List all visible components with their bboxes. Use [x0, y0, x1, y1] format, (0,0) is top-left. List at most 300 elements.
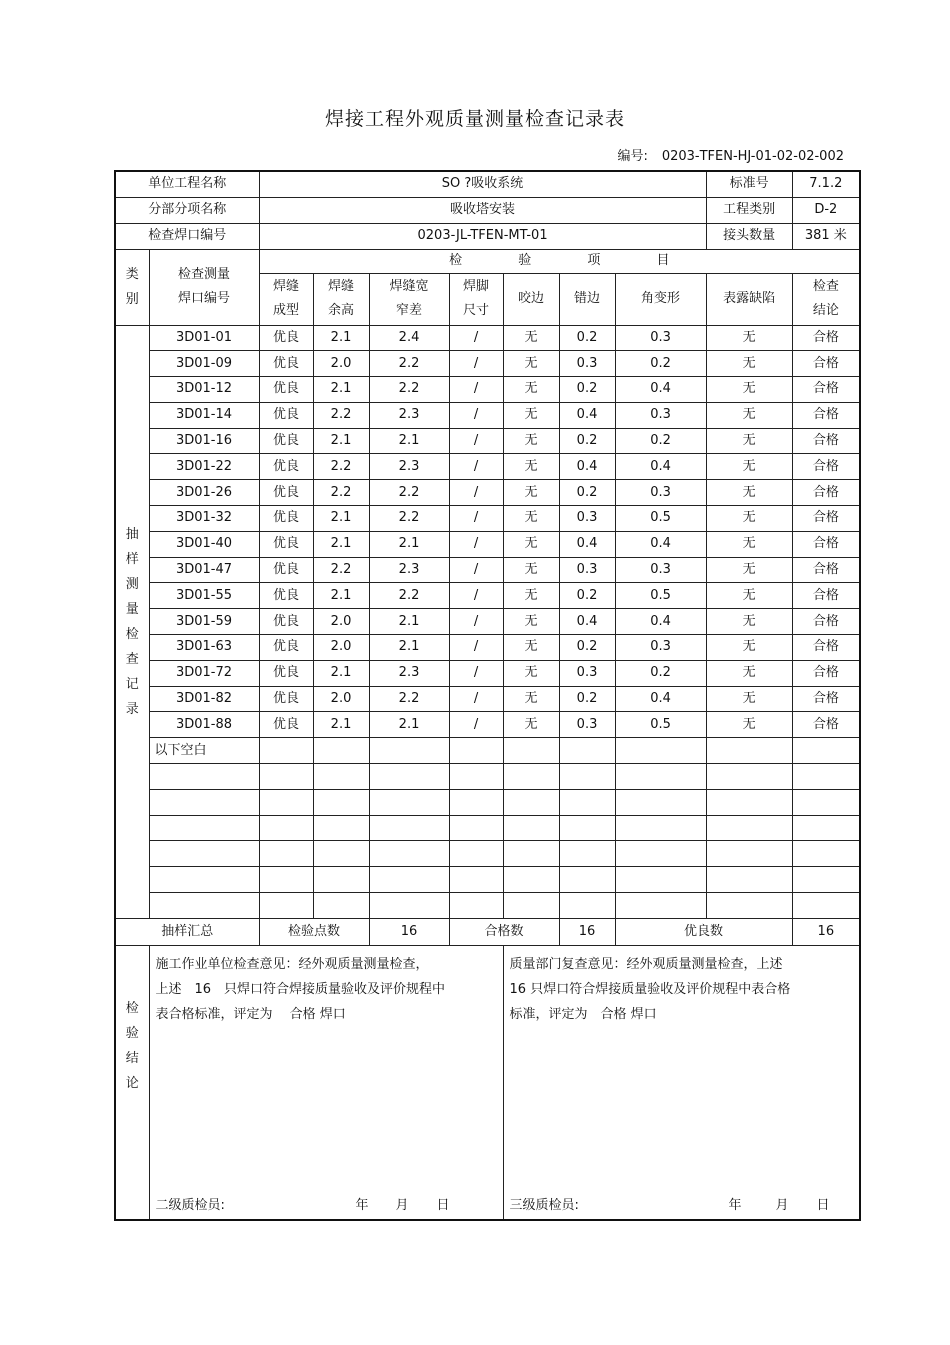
- weld-id-cell: 3D01-40: [149, 531, 259, 557]
- surface-defect-cell: 无: [706, 557, 792, 583]
- empty-cell: [149, 893, 259, 919]
- angular-cell: 0.4: [615, 531, 706, 557]
- misalignment-cell: 0.3: [559, 712, 615, 738]
- surface-defect-cell: 无: [706, 402, 792, 428]
- empty-cell: [503, 815, 559, 841]
- empty-cell: [259, 764, 313, 790]
- contractor-year: 年: [355, 1198, 369, 1214]
- empty-cell: [313, 815, 369, 841]
- weld-no-value: 0203-JL-TFEN-MT-01: [259, 223, 706, 249]
- table-row: [115, 609, 860, 635]
- standard-label: 标准号: [706, 171, 792, 197]
- undercut-cell: 无: [503, 402, 559, 428]
- empty-cell: [792, 841, 860, 867]
- quality-day: 日: [816, 1198, 830, 1214]
- category-header: 类 别: [115, 249, 149, 325]
- conclusion-cell: 合格: [792, 351, 860, 377]
- shape-cell: 优良: [259, 377, 313, 403]
- surface-defect-cell: 无: [706, 583, 792, 609]
- shape-cell: 优良: [259, 402, 313, 428]
- quality-signature: [510, 1196, 854, 1216]
- project-type-label: 工程类别: [706, 197, 792, 223]
- angular-cell: 0.5: [615, 712, 706, 738]
- reinforcement-cell: 2.1: [313, 531, 369, 557]
- sub-project-label: 分部分项名称: [115, 197, 259, 223]
- reinforcement-cell: 2.1: [313, 660, 369, 686]
- misalignment-cell: 0.2: [559, 583, 615, 609]
- shape-cell: 优良: [259, 557, 313, 583]
- reinforcement-cell: 2.0: [313, 351, 369, 377]
- undercut-cell: 无: [503, 609, 559, 635]
- empty-cell: [369, 764, 449, 790]
- empty-cell: [615, 738, 706, 764]
- angular-cell: 0.3: [615, 402, 706, 428]
- surface-defect-cell: 无: [706, 325, 792, 351]
- doc-number-value: 0203-TFEN-HJ-01-02-02-002: [661, 149, 844, 164]
- undercut-cell: 无: [503, 531, 559, 557]
- misalignment-cell: 0.3: [559, 351, 615, 377]
- angular-cell: 0.3: [615, 557, 706, 583]
- surface-defect-cell: 无: [706, 660, 792, 686]
- misalignment-cell: 0.2: [559, 428, 615, 454]
- table-row: [115, 557, 860, 583]
- angular-cell: 0.4: [615, 609, 706, 635]
- table-row: [115, 583, 860, 609]
- table-row: [115, 686, 860, 712]
- joint-count-value: 381 米: [792, 223, 860, 249]
- width-diff-header: 焊缝宽 窄差: [369, 273, 449, 325]
- contractor-month: 月: [395, 1198, 409, 1214]
- width-diff-cell: 2.3: [369, 402, 449, 428]
- width-diff-cell: 2.1: [369, 428, 449, 454]
- empty-cell: [559, 789, 615, 815]
- conclusion-cell: 合格: [792, 325, 860, 351]
- table-row: [115, 712, 860, 738]
- width-diff-cell: 2.2: [369, 583, 449, 609]
- leg-size-cell: /: [449, 506, 503, 532]
- empty-cell: [149, 841, 259, 867]
- blank-row: [115, 841, 860, 867]
- empty-cell: [503, 789, 559, 815]
- shape-cell: 优良: [259, 351, 313, 377]
- empty-cell: [792, 893, 860, 919]
- reinforcement-cell: 2.1: [313, 506, 369, 532]
- shape-cell: 优良: [259, 506, 313, 532]
- conclusion-cell: 合格: [792, 506, 860, 532]
- surface-defect-cell: 无: [706, 609, 792, 635]
- misalignment-cell: 0.2: [559, 480, 615, 506]
- empty-cell: [559, 893, 615, 919]
- weld-id-cell: 3D01-01: [149, 325, 259, 351]
- empty-cell: [369, 841, 449, 867]
- shape-cell: 优良: [259, 480, 313, 506]
- reinforcement-cell: 2.2: [313, 454, 369, 480]
- empty-cell: [792, 764, 860, 790]
- empty-cell: [559, 841, 615, 867]
- leg-size-cell: /: [449, 377, 503, 403]
- angular-cell: 0.2: [615, 428, 706, 454]
- weld-id-cell: 3D01-59: [149, 609, 259, 635]
- table-row: [115, 531, 860, 557]
- conclusion-label: 检 验 结 论: [115, 945, 149, 1220]
- header-row-unit: [115, 171, 860, 197]
- angular-cell: 0.5: [615, 506, 706, 532]
- shape-cell: 优良: [259, 712, 313, 738]
- joint-count-label: 接头数量: [706, 223, 792, 249]
- empty-cell: [149, 867, 259, 893]
- conclusion-cell: 合格: [792, 428, 860, 454]
- undercut-cell: 无: [503, 583, 559, 609]
- angular-cell: 0.3: [615, 635, 706, 661]
- misalignment-cell: 0.3: [559, 660, 615, 686]
- empty-cell: [559, 815, 615, 841]
- summary-label: 抽样汇总: [115, 918, 259, 945]
- empty-cell: [706, 789, 792, 815]
- reinforcement-header: 焊缝 余高: [313, 273, 369, 325]
- misalignment-cell: 0.2: [559, 635, 615, 661]
- empty-cell: [706, 738, 792, 764]
- width-diff-cell: 2.4: [369, 325, 449, 351]
- blank-row: [115, 738, 860, 764]
- blank-row: [115, 867, 860, 893]
- leg-size-cell: /: [449, 660, 503, 686]
- angular-cell: 0.3: [615, 480, 706, 506]
- weld-id-header: 检查测量 焊口编号: [149, 249, 259, 325]
- empty-cell: [615, 815, 706, 841]
- reinforcement-cell: 2.2: [313, 557, 369, 583]
- sub-project-value: 吸收塔安装: [259, 197, 706, 223]
- contractor-day: 日: [436, 1198, 450, 1214]
- excellent-label: 优良数: [615, 918, 792, 945]
- project-type-value: D-2: [792, 197, 860, 223]
- data-rows: [115, 325, 860, 918]
- reinforcement-cell: 2.0: [313, 686, 369, 712]
- reinforcement-cell: 2.0: [313, 635, 369, 661]
- empty-cell: [503, 738, 559, 764]
- leg-size-cell: /: [449, 609, 503, 635]
- table-row: [115, 377, 860, 403]
- shape-cell: 优良: [259, 635, 313, 661]
- shape-header: 焊缝 成型: [259, 273, 313, 325]
- conclusion-cell: 合格: [792, 660, 860, 686]
- empty-cell: [503, 893, 559, 919]
- table-row: [115, 428, 860, 454]
- qualified-label: 合格数: [449, 918, 559, 945]
- empty-cell: [313, 764, 369, 790]
- empty-cell: [615, 893, 706, 919]
- empty-cell: [615, 867, 706, 893]
- width-diff-cell: 2.3: [369, 454, 449, 480]
- quality-dept-opinion: [503, 945, 860, 1220]
- shape-cell: 优良: [259, 609, 313, 635]
- empty-cell: [259, 738, 313, 764]
- undercut-cell: 无: [503, 557, 559, 583]
- weld-id-cell: 3D01-16: [149, 428, 259, 454]
- width-diff-cell: 2.2: [369, 480, 449, 506]
- conclusion-header: 检查 结论: [792, 273, 860, 325]
- misalignment-cell: 0.4: [559, 454, 615, 480]
- empty-cell: [259, 867, 313, 893]
- empty-cell: [149, 789, 259, 815]
- shape-cell: 优良: [259, 531, 313, 557]
- angular-cell: 0.4: [615, 686, 706, 712]
- angular-cell: 0.2: [615, 351, 706, 377]
- width-diff-cell: 2.2: [369, 686, 449, 712]
- undercut-cell: 无: [503, 660, 559, 686]
- contractor-opinion-line: 上述 16 只焊口符合焊接质量验收及评价规程中: [155, 981, 446, 997]
- width-diff-cell: 2.2: [369, 506, 449, 532]
- weld-id-cell: 3D01-55: [149, 583, 259, 609]
- reinforcement-cell: 2.0: [313, 609, 369, 635]
- contractor-signature: [156, 1196, 497, 1216]
- undercut-cell: 无: [503, 686, 559, 712]
- contractor-opinion: [149, 945, 503, 1220]
- leg-size-cell: /: [449, 583, 503, 609]
- weld-id-cell: 3D01-22: [149, 454, 259, 480]
- qualified-value: 16: [559, 918, 615, 945]
- empty-cell: [259, 841, 313, 867]
- empty-cell: [313, 841, 369, 867]
- conclusion-cell: 合格: [792, 686, 860, 712]
- reinforcement-cell: 2.1: [313, 712, 369, 738]
- empty-cell: [449, 867, 503, 893]
- shape-cell: 优良: [259, 686, 313, 712]
- undercut-cell: 无: [503, 377, 559, 403]
- undercut-header: 咬边: [503, 273, 559, 325]
- leg-size-cell: /: [449, 325, 503, 351]
- table-row: [115, 402, 860, 428]
- undercut-cell: 无: [503, 712, 559, 738]
- empty-cell: [449, 893, 503, 919]
- header-row-weld: [115, 223, 860, 249]
- empty-cell: [369, 738, 449, 764]
- empty-cell: [313, 789, 369, 815]
- table-row: [115, 506, 860, 532]
- surface-defect-header: 表露缺陷: [706, 273, 792, 325]
- angular-cell: 0.4: [615, 454, 706, 480]
- misalignment-cell: 0.2: [559, 325, 615, 351]
- width-diff-cell: 2.3: [369, 660, 449, 686]
- misalignment-cell: 0.2: [559, 686, 615, 712]
- quality-opinion-line: 质量部门复查意见：经外观质量测量检查，上述: [509, 956, 783, 972]
- leg-size-header: 焊脚 尺寸: [449, 273, 503, 325]
- conclusion-cell: 合格: [792, 454, 860, 480]
- header-row-sub: [115, 197, 860, 223]
- blank-row: [115, 815, 860, 841]
- leg-size-cell: /: [449, 402, 503, 428]
- column-header-row-1: [115, 249, 860, 273]
- empty-cell: [313, 867, 369, 893]
- empty-cell: [706, 867, 792, 893]
- empty-cell: [559, 867, 615, 893]
- width-diff-cell: 2.3: [369, 557, 449, 583]
- conclusion-cell: 合格: [792, 583, 860, 609]
- empty-cell: [503, 867, 559, 893]
- empty-cell: [369, 815, 449, 841]
- angular-cell: 0.5: [615, 583, 706, 609]
- undercut-cell: 无: [503, 325, 559, 351]
- empty-cell: [259, 815, 313, 841]
- section-label: 抽 样 测 量 检 查 记 录: [115, 325, 149, 918]
- width-diff-cell: 2.2: [369, 351, 449, 377]
- quality-month: 月: [775, 1198, 789, 1214]
- quality-signer-label: 三级质检员:: [509, 1198, 579, 1214]
- surface-defect-cell: 无: [706, 635, 792, 661]
- contractor-opinion-line: 施工作业单位检查意见：经外观质量测量检查，: [155, 956, 429, 972]
- undercut-cell: 无: [503, 506, 559, 532]
- points-value: 16: [369, 918, 449, 945]
- misalignment-cell: 0.4: [559, 531, 615, 557]
- weld-id-cell: 3D01-14: [149, 402, 259, 428]
- empty-cell: [706, 893, 792, 919]
- width-diff-cell: 2.1: [369, 531, 449, 557]
- empty-cell: [792, 738, 860, 764]
- empty-cell: [706, 764, 792, 790]
- weld-id-cell: 3D01-47: [149, 557, 259, 583]
- empty-cell: [706, 815, 792, 841]
- conclusion-cell: 合格: [792, 480, 860, 506]
- surface-defect-cell: 无: [706, 454, 792, 480]
- contractor-signer-label: 二级质检员:: [155, 1198, 225, 1214]
- surface-defect-cell: 无: [706, 351, 792, 377]
- width-diff-cell: 2.2: [369, 377, 449, 403]
- surface-defect-cell: 无: [706, 428, 792, 454]
- contractor-opinion-line: 表合格标准，评定为 合格 焊口: [155, 1006, 346, 1022]
- empty-cell: [449, 738, 503, 764]
- empty-cell: [615, 841, 706, 867]
- empty-cell: [503, 841, 559, 867]
- empty-cell: [369, 893, 449, 919]
- empty-cell: [369, 867, 449, 893]
- reinforcement-cell: 2.2: [313, 402, 369, 428]
- table-row: [115, 351, 860, 377]
- undercut-cell: 无: [503, 635, 559, 661]
- empty-cell: [792, 867, 860, 893]
- reinforcement-cell: 2.1: [313, 428, 369, 454]
- table-row: [115, 480, 860, 506]
- weld-id-cell: 3D01-82: [149, 686, 259, 712]
- angular-cell: 0.4: [615, 377, 706, 403]
- misalignment-cell: 0.2: [559, 377, 615, 403]
- conclusion-cell: 合格: [792, 402, 860, 428]
- table-row: [115, 635, 860, 661]
- conclusion-cell: 合格: [792, 557, 860, 583]
- surface-defect-cell: 无: [706, 377, 792, 403]
- misalignment-cell: 0.3: [559, 557, 615, 583]
- angular-header: 角变形: [615, 273, 706, 325]
- shape-cell: 优良: [259, 660, 313, 686]
- weld-id-cell: 3D01-26: [149, 480, 259, 506]
- leg-size-cell: /: [449, 557, 503, 583]
- conclusion-cell: 合格: [792, 531, 860, 557]
- shape-cell: 优良: [259, 428, 313, 454]
- surface-defect-cell: 无: [706, 480, 792, 506]
- surface-defect-cell: 无: [706, 712, 792, 738]
- empty-cell: [792, 815, 860, 841]
- weld-id-cell: 3D01-09: [149, 351, 259, 377]
- empty-cell: [149, 815, 259, 841]
- surface-defect-cell: 无: [706, 506, 792, 532]
- blank-row: [115, 789, 860, 815]
- table-row: [115, 660, 860, 686]
- shape-cell: 优良: [259, 583, 313, 609]
- leg-size-cell: /: [449, 428, 503, 454]
- weld-id-cell: 3D01-63: [149, 635, 259, 661]
- undercut-cell: 无: [503, 428, 559, 454]
- reinforcement-cell: 2.2: [313, 480, 369, 506]
- unit-project-label: 单位工程名称: [115, 171, 259, 197]
- weld-id-cell: 3D01-72: [149, 660, 259, 686]
- empty-cell: [559, 764, 615, 790]
- empty-cell: [792, 789, 860, 815]
- empty-cell: [615, 789, 706, 815]
- conclusion-cell: 合格: [792, 635, 860, 661]
- blank-row: [115, 893, 860, 919]
- empty-cell: [559, 738, 615, 764]
- empty-cell: [313, 893, 369, 919]
- points-label: 检验点数: [259, 918, 369, 945]
- undercut-cell: 无: [503, 454, 559, 480]
- leg-size-cell: /: [449, 454, 503, 480]
- conclusion-cell: 合格: [792, 377, 860, 403]
- doc-number: [617, 145, 844, 164]
- misalignment-header: 错边: [559, 273, 615, 325]
- undercut-cell: 无: [503, 480, 559, 506]
- blank-note: 以下空白: [149, 738, 259, 764]
- width-diff-cell: 2.1: [369, 712, 449, 738]
- empty-cell: [369, 789, 449, 815]
- angular-cell: 0.2: [615, 660, 706, 686]
- quality-opinion-line: 16 只焊口符合焊接质量验收及评价规程中表合格: [509, 981, 791, 997]
- page-title: 焊接工程外观质量测量检查记录表: [324, 108, 625, 130]
- misalignment-cell: 0.3: [559, 506, 615, 532]
- weld-id-cell: 3D01-32: [149, 506, 259, 532]
- leg-size-cell: /: [449, 635, 503, 661]
- conclusion-row: [115, 945, 860, 1220]
- empty-cell: [149, 764, 259, 790]
- conclusion-cell: 合格: [792, 609, 860, 635]
- empty-cell: [449, 764, 503, 790]
- empty-cell: [449, 841, 503, 867]
- empty-cell: [313, 738, 369, 764]
- table-row: [115, 454, 860, 480]
- surface-defect-cell: 无: [706, 686, 792, 712]
- unit-project-value: SO ?吸收系统: [259, 171, 706, 197]
- leg-size-cell: /: [449, 480, 503, 506]
- weld-no-label: 检查焊口编号: [115, 223, 259, 249]
- reinforcement-cell: 2.1: [313, 377, 369, 403]
- misalignment-cell: 0.4: [559, 609, 615, 635]
- undercut-cell: 无: [503, 351, 559, 377]
- empty-cell: [259, 789, 313, 815]
- width-diff-cell: 2.1: [369, 609, 449, 635]
- reinforcement-cell: 2.1: [313, 325, 369, 351]
- shape-cell: 优良: [259, 454, 313, 480]
- width-diff-cell: 2.1: [369, 635, 449, 661]
- leg-size-cell: /: [449, 686, 503, 712]
- inspection-table: [114, 170, 861, 1221]
- leg-size-cell: /: [449, 712, 503, 738]
- blank-row: [115, 764, 860, 790]
- reinforcement-cell: 2.1: [313, 583, 369, 609]
- standard-value: 7.1.2: [792, 171, 860, 197]
- quality-year: 年: [728, 1198, 742, 1214]
- conclusion-cell: 合格: [792, 712, 860, 738]
- table-row: [115, 325, 860, 351]
- misalignment-cell: 0.4: [559, 402, 615, 428]
- summary-row: [115, 918, 860, 945]
- excellent-value: 16: [792, 918, 860, 945]
